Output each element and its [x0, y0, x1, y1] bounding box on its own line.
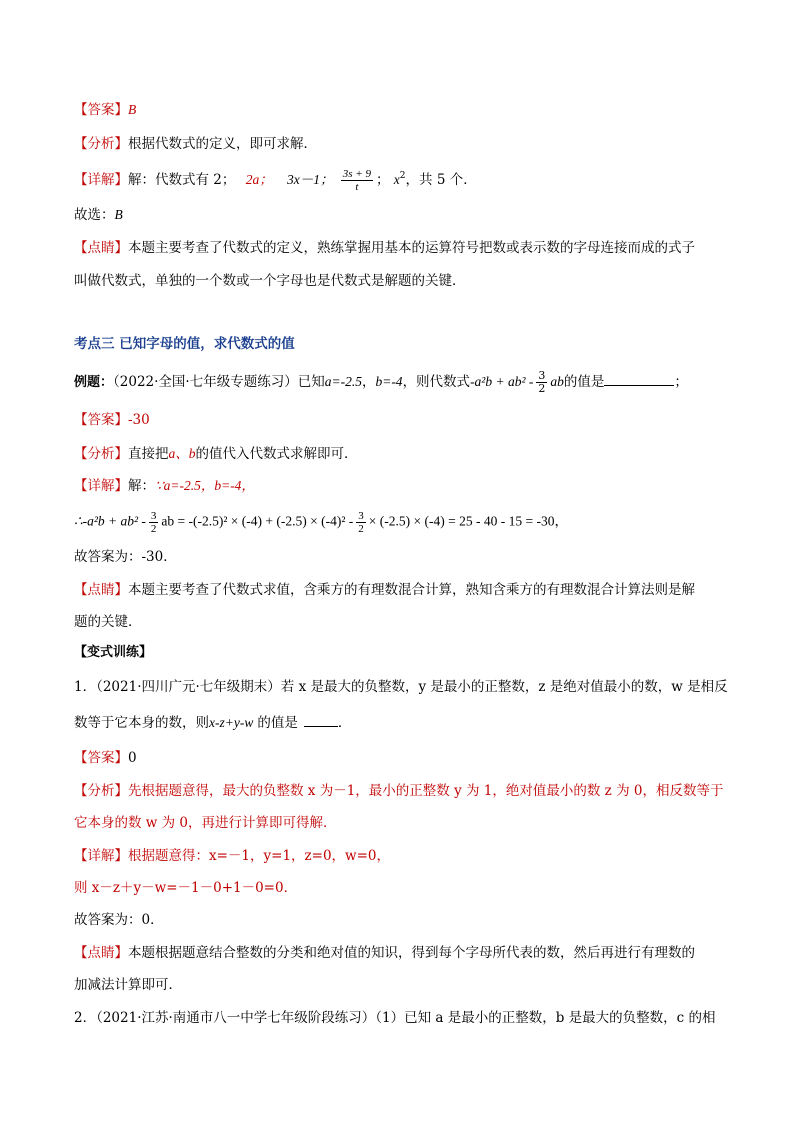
example-detail-given: ∵a=-2.5，b=-4， [155, 478, 255, 493]
example-calc-line [74, 510, 568, 535]
variant-label: 【变式训练】 [74, 645, 153, 660]
detail-item-2: 2a； [245, 172, 273, 187]
p1-comment-label: 【点睛】 [74, 945, 128, 961]
example-calc-a: ∴-a²b + ab² - [74, 513, 146, 529]
detail-count: 5 [436, 172, 446, 188]
example-analysis-label: 【分析】 [74, 446, 128, 462]
example-answer-line [74, 410, 150, 430]
p1-answer-line [74, 748, 137, 768]
example-calc-c: × (-2.5) × (-4) = 25 - 40 - 15 = -30， [368, 513, 568, 529]
p1-result-line [74, 910, 164, 930]
fraction-numerator: 3s + 9 [342, 168, 371, 180]
example-source: （2022·全国·七年级专题练习）已知 [113, 374, 325, 390]
p1-analysis-text-2: 它本身的数 w 为 0，再进行计算即可得解． [74, 815, 337, 831]
p1-calc-text: 则 x－z＋y－w=－1－0+1－0=0． [74, 880, 298, 896]
p1-line-2 [74, 712, 351, 733]
detail-x2: x [393, 172, 400, 187]
detail-x2-exponent: 2 [399, 171, 406, 181]
detail-tail-c: 个． [449, 172, 477, 188]
detail-line [74, 168, 477, 193]
p2-line-1 [74, 1008, 716, 1028]
example-tail: 的值是 [563, 374, 605, 390]
analysis-label: 【分析】 [74, 136, 128, 152]
example-calc-num-2: 3 [358, 510, 364, 522]
example-comment-label: 【点睛】 [74, 582, 128, 598]
example-label: 例题： [74, 375, 114, 390]
example-analysis-pre: 直接把 [128, 446, 169, 462]
section-title-text: 考点三 已知字母的值，求代数式的值 [74, 336, 295, 352]
answer-label: 【答案】 [74, 102, 128, 118]
answer-line [74, 100, 136, 120]
p1-analysis-line-1 [74, 781, 723, 801]
p1-text-1: 1．（2021·四川广元·七年级期末）若 x 是最大的负整数，y 是最小的正整数，z 是绝对值最小的数，w 是相反 [74, 679, 728, 695]
answer-value: B [128, 102, 137, 117]
example-result-line [74, 547, 177, 567]
example-detail-label: 【详解】 [74, 478, 128, 494]
example-calc-fraction-2 [356, 510, 366, 535]
example-result: 故答案为：-30． [74, 549, 177, 565]
example-expression-tail: ab [550, 374, 564, 389]
p1-comment-text-2: 加减法计算即可． [74, 977, 182, 993]
example-detail-pre: 解： [128, 478, 155, 494]
choice-value: B [114, 207, 123, 222]
choice-prefix: 故选： [74, 207, 115, 223]
p1-expression: x-z+y-w [209, 715, 254, 730]
example-calc-b: ab = -(-2.5)² × (-4) + (-2.5) × (-4)² - [161, 513, 354, 529]
p1-detail-line [74, 846, 390, 866]
p1-text-2-pre: 数等于它本身的数，则 [74, 715, 209, 731]
p2-text-1: 2．（2021·江苏·南通市八一中学七年级阶段练习）（1）已知 a 是最小的正整数，b 是最大的负整数，c 的相 [74, 1010, 716, 1026]
example-answer-value: -30 [128, 412, 150, 428]
example-sep: ， [361, 374, 376, 390]
example-comment-text-1: 本题主要考查了代数式求值，含乘方的有理数混合计算，熟知含乘方的有理数混合计算法则是解 [128, 582, 695, 598]
example-fraction-den: 2 [538, 382, 546, 395]
example-line [74, 370, 688, 395]
comment-label: 【点睛】 [74, 240, 128, 256]
example-comment-line-2 [74, 612, 142, 632]
p1-answer-label: 【答案】 [74, 750, 128, 766]
example-mid: ，则代数式 [402, 374, 471, 390]
p1-answer-blank [304, 712, 338, 727]
p1-answer-value: 0 [128, 750, 137, 766]
answer-blank [604, 371, 674, 386]
example-calc-den-1: 2 [150, 523, 157, 535]
example-fraction-num: 3 [538, 369, 546, 382]
detail-tail-a: ； [376, 172, 390, 188]
example-calc-den-2: 2 [358, 523, 364, 535]
detail-item-1: 2； [213, 172, 236, 188]
p1-calc-line [74, 878, 297, 898]
p1-comment-text-1: 本题根据题意结合整数的分类和绝对值的知识，得到每个字母所代表的数，然后再进行有理数的 [128, 945, 695, 961]
comment-text-2: 叫做代数式，单独的一个数或一个字母也是代数式是解题的关键． [74, 273, 466, 289]
detail-prefix: 解：代数式有 [128, 172, 209, 188]
example-detail-line [74, 476, 255, 496]
p1-result: 故答案为：0． [74, 912, 164, 928]
p1-line-1 [74, 677, 728, 697]
example-calc-fraction-1 [149, 510, 159, 535]
example-answer-label: 【答案】 [74, 412, 128, 428]
example-analysis-post: 的值代入代数式求解即可． [195, 446, 358, 462]
comment-line-1 [74, 238, 695, 258]
example-b-value: b=-4 [375, 374, 403, 389]
comment-text-1: 本题主要考查了代数式的定义，熟练掌握用基本的运算符号把数或表示数的字母连接而成的式子 [128, 240, 695, 256]
example-end: ； [674, 374, 688, 390]
p1-text-2-post: 的值是 [257, 715, 298, 731]
p1-analysis-text-1: 先根据题意得，最大的负整数 x 为－1，最小的正整数 y 为 1，绝对值最小的数 z 为 0，相反数等于 [128, 783, 724, 799]
variant-heading [74, 643, 152, 663]
example-analysis-vars: a、b [168, 446, 196, 461]
example-fraction [536, 370, 547, 395]
example-analysis-line [74, 444, 358, 464]
fraction [341, 168, 373, 193]
p1-analysis-line-2 [74, 813, 337, 833]
detail-tail-b: ，共 [405, 172, 433, 188]
comment-line-2 [74, 271, 466, 291]
p1-detail-text: 根据题意得：x=－1，y=1，z=0，w=0， [128, 848, 391, 864]
example-comment-line-1 [74, 580, 695, 600]
p1-analysis-label: 【分析】 [74, 783, 128, 799]
detail-label: 【详解】 [74, 172, 128, 188]
fraction-denominator: t [355, 181, 359, 193]
p1-comment-line-1 [74, 943, 695, 963]
example-expression: -a²b + ab² - [470, 374, 534, 389]
detail-item-3: 3x－1； [286, 172, 334, 187]
section-title [74, 334, 295, 354]
example-a-value: a=-2.5 [324, 374, 362, 389]
analysis-line [74, 134, 317, 154]
p1-detail-label: 【详解】 [74, 848, 128, 864]
example-calc-num-1: 3 [150, 510, 157, 522]
analysis-text: 根据代数式的定义，即可求解． [128, 136, 317, 152]
choice-line [74, 205, 123, 225]
p1-text-2-end: ． [337, 715, 352, 731]
example-comment-text-2: 题的关键． [74, 614, 142, 630]
p1-comment-line-2 [74, 975, 182, 995]
